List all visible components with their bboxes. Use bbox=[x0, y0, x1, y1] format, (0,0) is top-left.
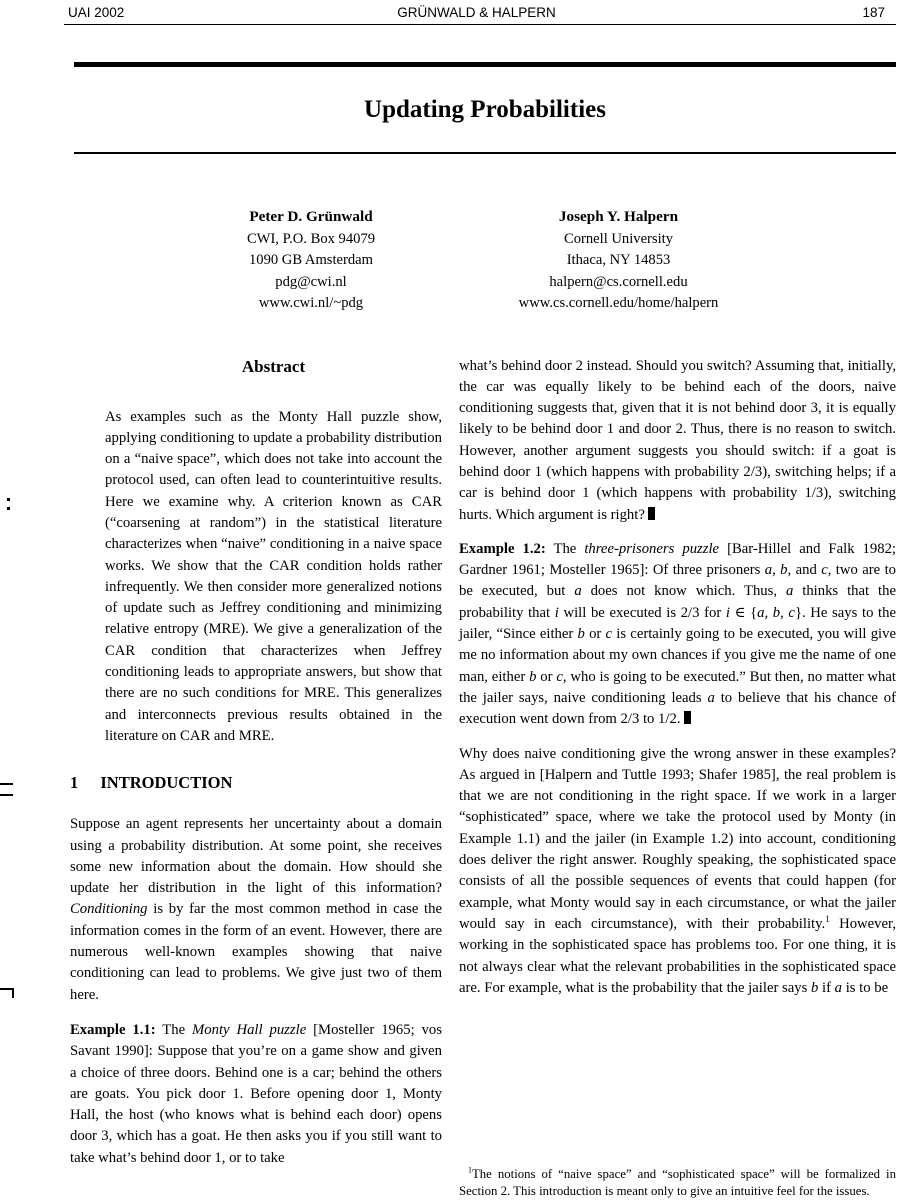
author-website: www.cwi.nl/~pdg bbox=[258, 295, 364, 311]
author-halpern bbox=[465, 206, 772, 315]
section-number: 1 bbox=[70, 773, 79, 793]
abstract-text: As examples such as the Monty Hall puzzle show, applying conditioning to update a probability distribution on a “naive space”, which does not take into account the protocol used, can often lead to counterintuitive results. Here we examine why. A criterion known as CAR (“coarsening at random”) in the statistical literature characterizes when “naive” conditioning in a naive space works. We show that the CAR condition holds rather infrequently. We then consider more generalized notions of update such as Jeffrey conditioning and minimizing relative entropy (MRE). We give a generalization of the CAR condition that characterizes when Jeffrey conditioning leads to appropriate answers, but show that there are no such conditions for MRE. This generalizes and interconnects previous results obtained in the literature on CAR and MRE. bbox=[105, 408, 442, 744]
author-affiliation-line: Ithaca, NY 14853 bbox=[566, 252, 671, 268]
scan-artifact-colon bbox=[7, 498, 10, 501]
paragraph-intro: Suppose an agent represents her uncertainty about a domain using a probability distribution. At some point, she receives some new information about the domain. How should she update her distribution in the light of this information? Conditioning is by far the most common method in case the information comes in the form of an event. However, there are numerous well-known examples showing that naive conditioning can lead to problems. We give just two of them here. bbox=[70, 816, 442, 1003]
author-website: www.cs.cornell.edu/home/halpern bbox=[518, 295, 719, 311]
right-column bbox=[459, 356, 896, 1200]
author-name: Peter D. Grünwald bbox=[249, 208, 373, 225]
section-title: INTRODUCTION bbox=[100, 773, 233, 793]
author-affiliation-line: 1090 GB Amsterdam bbox=[248, 252, 374, 268]
author-gruenwald bbox=[157, 206, 465, 315]
running-head-authors: GRÜNWALD & HALPERN bbox=[397, 5, 556, 20]
header-rule bbox=[64, 24, 896, 25]
paragraph-discussion: Why does naive conditioning give the wrong answer in these examples? As argued in [Halpern and Tuttle 1993; Shafer 1985], the real problem is that we are not conditioning in the right space. If we work in a larger “sophisticated” space, where we take the protocol used by Monty (in Example 1.1) and the jailer (in Example 1.2) into account, conditioning does deliver the right answer. Roughly speaking, the sophisticated space consists of all the possible sequences of events that could happen (for example, what Monty would say in each circumstance, or what the jailer would say in each circumstance), with their probability.$^1$ However, working in the sophisticated space has problems too. For one thing, it is not always clear what the relevant probabilities in the sophisticated space are. For example, what is the probability that the jailer says b if a is to be bbox=[459, 745, 896, 996]
running-head-conference: UAI 2002 bbox=[68, 5, 125, 20]
page-number: 187 bbox=[862, 5, 885, 20]
footnote-1: $^1$The notions of “naive space” and “sophisticated space” will be formalized in Section 2. This introduction is meant only to give an intuitive feel for the issues. bbox=[459, 1165, 896, 1198]
scan-artifact-dash bbox=[0, 988, 14, 990]
paragraph-example-1-2: Example 1.2: The three-prisoners puzzle [Bar-Hillel and Falk 1982; Gardner 1961; Mosteller 1965]: Of three prisoners a, b, and c, two are to be executed, but a does not know which. Thus, a thinks that the probability that i will be executed is 2/3 for i ∈ {a, b, c}. He says to the jailer, “Since either b or c is certainly going to be executed, you will give me no information about my own chances if you give me the name of one man, either b or c, who is going to be executed.” But then, no matter what the jailer says, naive conditioning leads a to believe that his chance of execution went down from 2/3 to 1/2. bbox=[459, 540, 896, 728]
scan-artifact-equals bbox=[0, 783, 13, 785]
left-column bbox=[70, 356, 442, 1200]
body-columns bbox=[70, 356, 896, 1200]
column-gutter bbox=[442, 356, 459, 1200]
title-rule-bottom bbox=[74, 152, 896, 154]
author-email: halpern@cs.cornell.edu bbox=[549, 273, 688, 290]
title-rule-top bbox=[74, 62, 896, 67]
abstract-heading: Abstract bbox=[241, 356, 306, 376]
author-affiliation-line: CWI, P.O. Box 94079 bbox=[246, 230, 376, 247]
running-head bbox=[0, 0, 899, 20]
section-heading-introduction bbox=[70, 773, 442, 793]
paragraph-monty-continued: what’s behind door 2 instead. Should you switch? Assuming that, initially, the car was equally likely to be behind each of the doors, naive conditioning suggests that, given that it is not behind door 3, it is equally likely to be behind door 1 and door 2. Thus, there is no reason to switch. However, another argument suggests you should switch: if a goat is behind door 1 (which happens with probability 2/3), switching helps; if a car is behind door 1 (which happens with probability 1/3), switching hurts. Which argument is right? bbox=[459, 357, 896, 523]
paper-title: Updating Probabilities bbox=[364, 96, 606, 123]
author-email: pdg@cwi.nl bbox=[275, 273, 347, 290]
author-affiliation-line: Cornell University bbox=[563, 230, 674, 247]
author-block bbox=[0, 206, 899, 315]
author-name: Joseph Y. Halpern bbox=[558, 208, 679, 225]
paragraph-example-1-1: Example 1.1: The Monty Hall puzzle [Mosteller 1965; vos Savant 1990]: Suppose that you’re on a game show and given a choice of three doors. Behind one is a car; behind the others are goats. You pick door 1. Before opening door 1, Monty Hall, the host (who knows what is behind each door) opens door 3, which has a goat. He then asks you if you still want to take what’s behind door 1, or to take bbox=[70, 1021, 442, 1166]
